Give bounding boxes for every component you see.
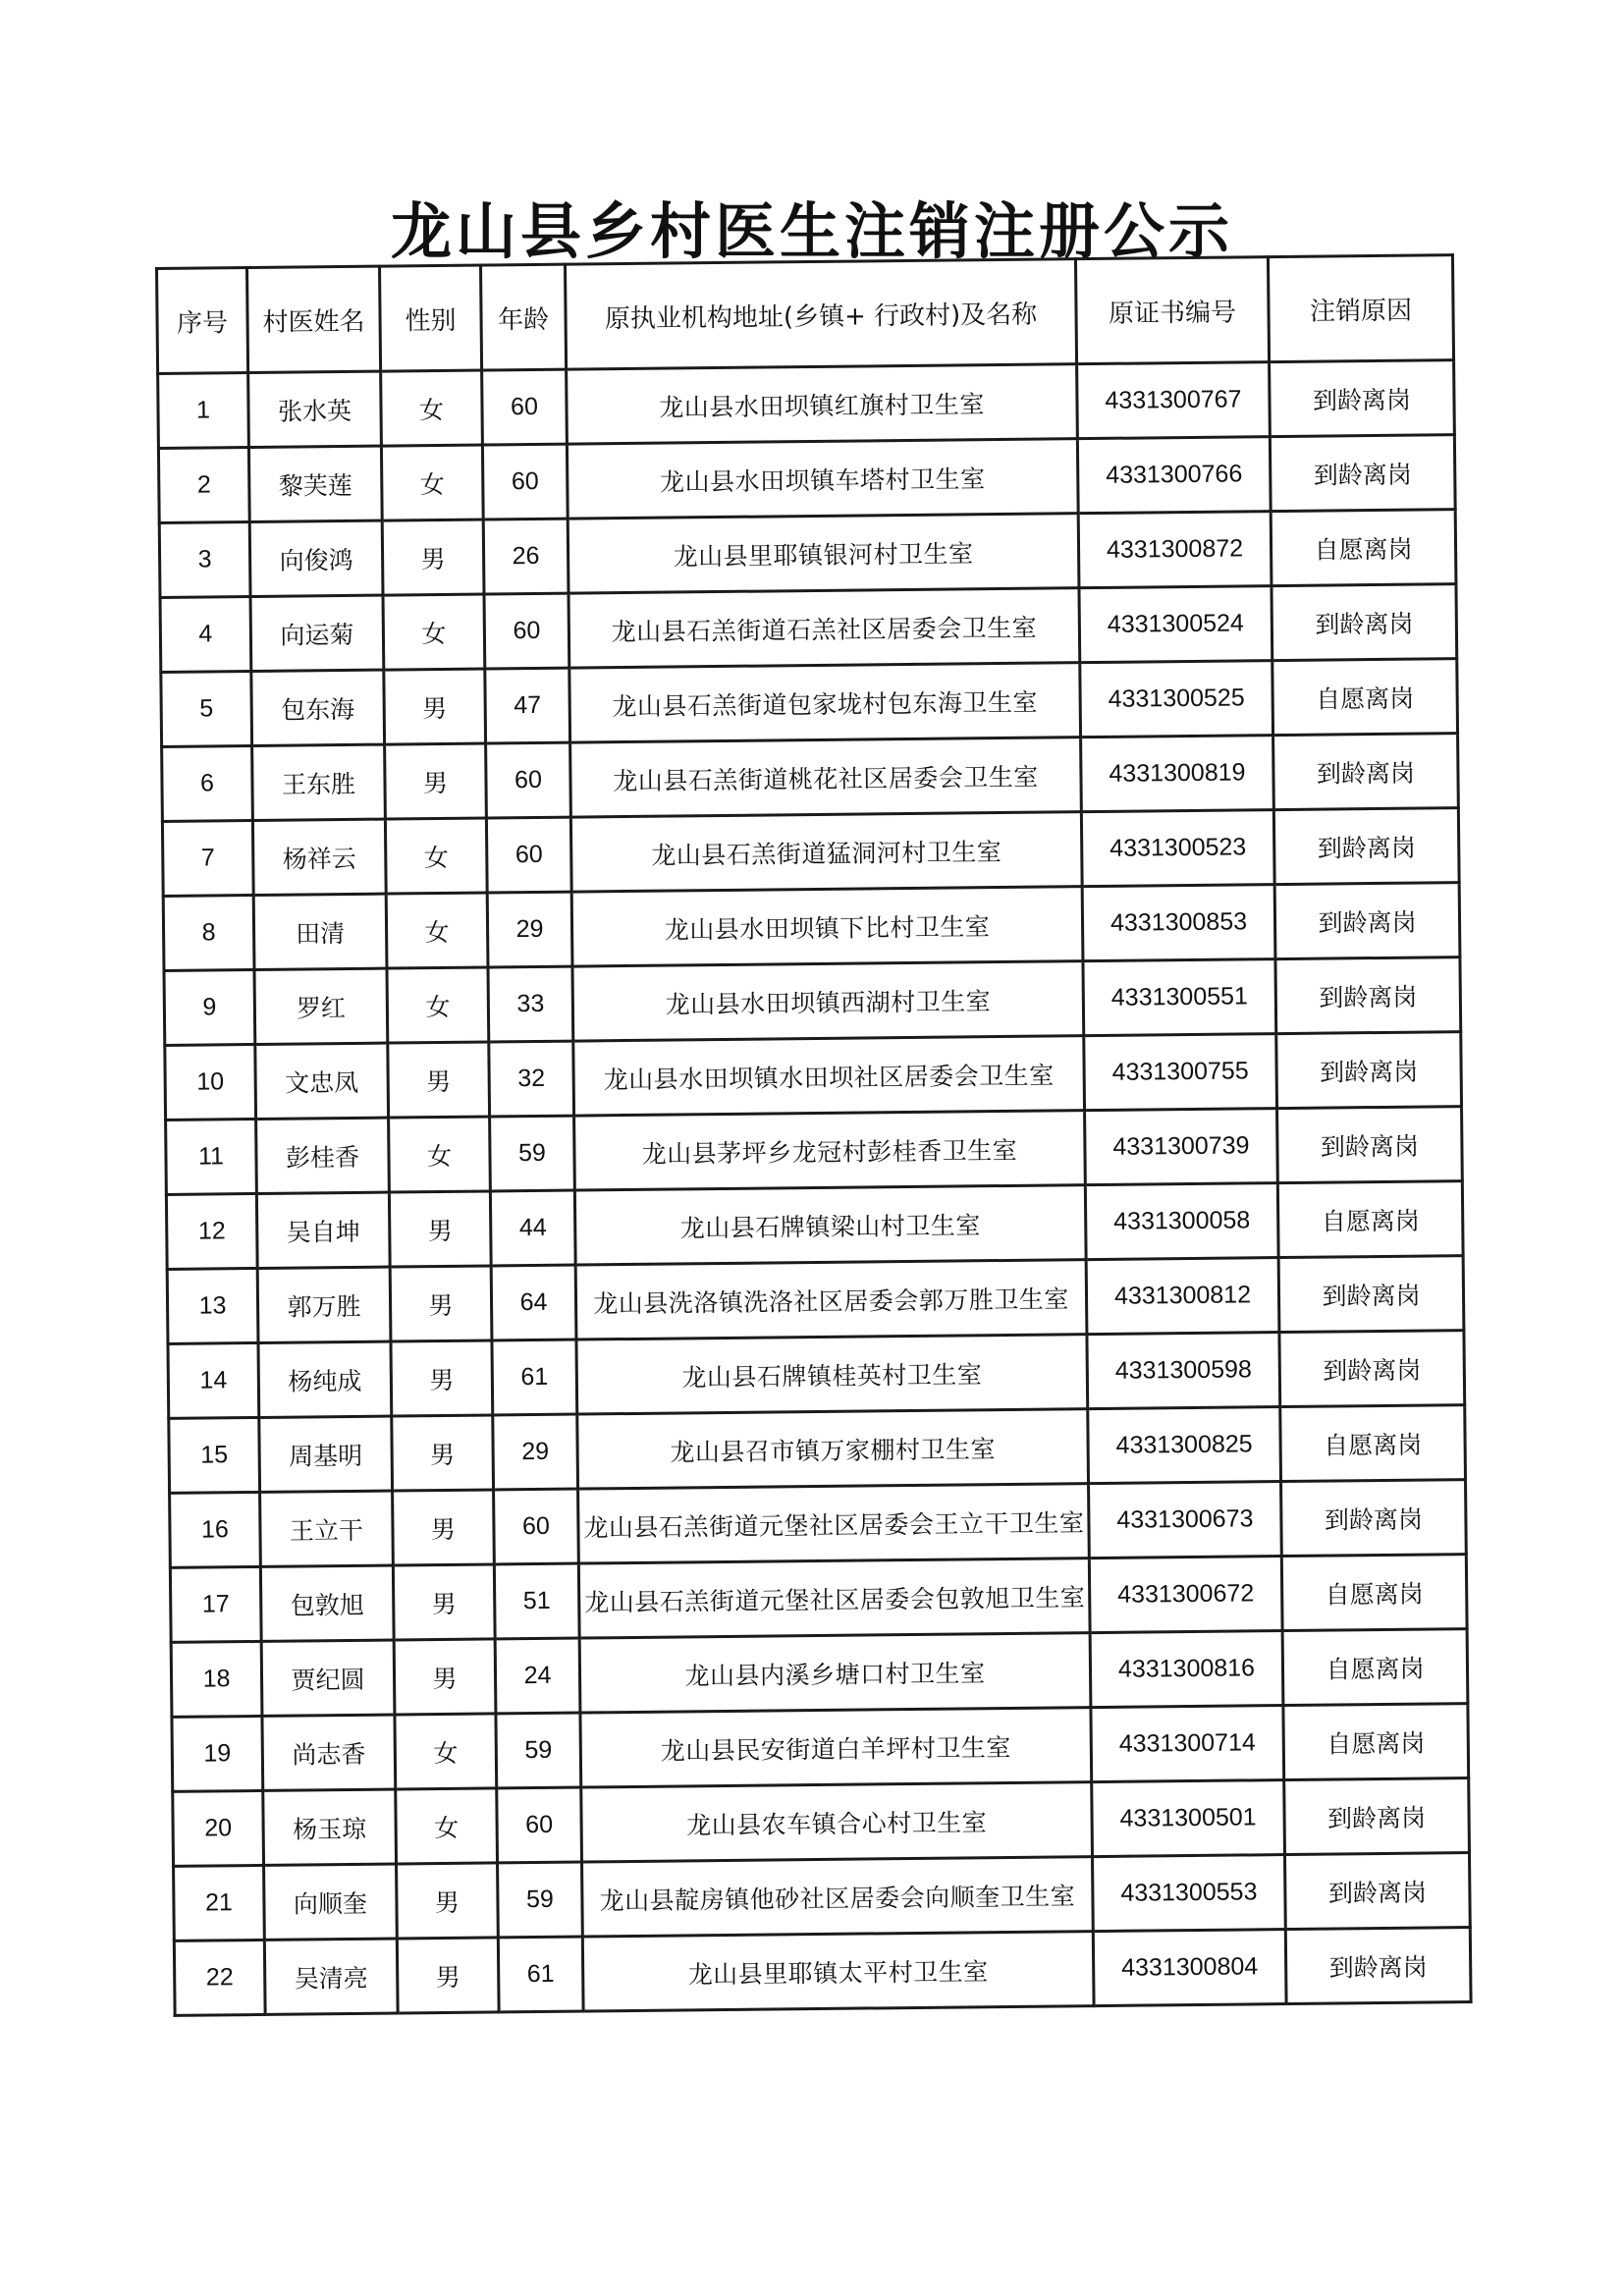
cell-certificate-number: 4331300524 xyxy=(1079,586,1272,663)
cell-institution-address: 龙山县里耶镇银河村卫生室 xyxy=(568,514,1079,593)
cell-age: 60 xyxy=(484,593,569,669)
cell-institution-address: 龙山县石羔街道元堡社区居委会王立干卫生室 xyxy=(578,1484,1090,1563)
cell-institution-address: 龙山县水田坝镇西湖村卫生室 xyxy=(572,961,1084,1041)
cell-doctor-name: 贾纪圆 xyxy=(261,1640,395,1716)
cell-institution-address: 龙山县民安街道白羊坪村卫生室 xyxy=(580,1708,1092,1787)
cell-age: 60 xyxy=(497,1787,582,1863)
cell-certificate-number: 4331300812 xyxy=(1086,1258,1279,1335)
cell-certificate-number: 4331300804 xyxy=(1093,1930,1286,2006)
table-row xyxy=(158,360,1455,449)
cell-gender: 男 xyxy=(389,1191,491,1267)
cell-gender: 男 xyxy=(385,743,487,819)
cell-no: 13 xyxy=(167,1268,258,1343)
cell-doctor-name: 文忠凤 xyxy=(255,1043,389,1119)
cell-gender: 女 xyxy=(396,1788,498,1864)
cell-doctor-name: 吴清亮 xyxy=(264,1939,398,2014)
cell-institution-address: 龙山县水田坝镇红旗村卫生室 xyxy=(567,364,1078,444)
cell-deregistration-reason: 到龄离岗 xyxy=(1277,1107,1463,1183)
cell-institution-address: 龙山县农车镇合心村卫生室 xyxy=(581,1782,1093,1862)
table-row xyxy=(160,584,1457,673)
cell-age: 33 xyxy=(488,966,573,1042)
cell-deregistration-reason: 到龄离岗 xyxy=(1281,1480,1467,1557)
cell-no: 12 xyxy=(166,1193,257,1269)
cell-doctor-name: 向顺奎 xyxy=(264,1864,398,1940)
cell-doctor-name: 杨纯成 xyxy=(258,1341,392,1417)
cell-age: 64 xyxy=(491,1265,576,1340)
cell-doctor-name: 王立干 xyxy=(260,1491,394,1566)
cell-no: 19 xyxy=(172,1716,263,1791)
cell-age: 60 xyxy=(482,369,568,445)
table-row xyxy=(169,1405,1466,1494)
cell-no: 16 xyxy=(170,1492,261,1567)
cell-deregistration-reason: 自愿离岗 xyxy=(1282,1629,1468,1706)
cell-certificate-number: 4331300819 xyxy=(1081,736,1274,812)
cell-deregistration-reason: 到龄离岗 xyxy=(1275,957,1461,1034)
cell-age: 60 xyxy=(486,742,571,818)
cell-age: 51 xyxy=(494,1563,579,1639)
cell-doctor-name: 吴自坤 xyxy=(256,1192,390,1268)
cell-doctor-name: 向俊鸿 xyxy=(249,520,383,596)
cell-certificate-number: 4331300523 xyxy=(1081,810,1274,887)
cell-institution-address: 龙山县水田坝镇水田坝社区居委会卫生室 xyxy=(573,1036,1085,1116)
table-header-row xyxy=(157,255,1454,374)
cell-no: 5 xyxy=(161,671,252,746)
cell-institution-address: 龙山县水田坝镇车塔村卫生室 xyxy=(567,439,1078,519)
cell-gender: 女 xyxy=(381,370,483,446)
cell-deregistration-reason: 到龄离岗 xyxy=(1274,883,1460,959)
cell-institution-address: 龙山县里耶镇太平村卫生室 xyxy=(582,1932,1094,2011)
cell-doctor-name: 周基明 xyxy=(259,1416,393,1492)
deregistration-table xyxy=(155,253,1473,2017)
cell-certificate-number: 4331300755 xyxy=(1084,1034,1277,1111)
table-row xyxy=(172,1704,1469,1792)
table-row xyxy=(165,1032,1462,1121)
table-row xyxy=(170,1480,1467,1568)
cell-age: 29 xyxy=(487,892,572,967)
cell-doctor-name: 尚志香 xyxy=(262,1715,396,1790)
cell-certificate-number: 4331300766 xyxy=(1077,437,1271,514)
cell-doctor-name: 包东海 xyxy=(251,670,385,745)
cell-institution-address: 龙山县茅坪乡龙冠村彭桂香卫生室 xyxy=(574,1111,1086,1190)
cell-age: 61 xyxy=(492,1339,577,1415)
cell-institution-address: 龙山县石羔街道包家垅村包东海卫生室 xyxy=(569,663,1081,742)
cell-gender: 女 xyxy=(395,1714,497,1789)
cell-age: 60 xyxy=(482,444,568,519)
cell-institution-address: 龙山县内溪乡塘口村卫生室 xyxy=(579,1633,1091,1713)
cell-gender: 男 xyxy=(394,1639,496,1715)
table-body xyxy=(158,360,1471,2016)
cell-no: 11 xyxy=(166,1119,257,1194)
cell-gender: 男 xyxy=(390,1266,492,1341)
header-reason: 注销原因 xyxy=(1268,255,1453,362)
cell-deregistration-reason: 到龄离岗 xyxy=(1279,1331,1465,1407)
cell-certificate-number: 4331300739 xyxy=(1085,1109,1278,1185)
cell-certificate-number: 4331300816 xyxy=(1090,1631,1283,1708)
cell-doctor-name: 包敦旭 xyxy=(260,1565,394,1641)
cell-institution-address: 龙山县石羔街道石羔社区居委会卫生室 xyxy=(568,588,1080,668)
cell-certificate-number: 4331300598 xyxy=(1087,1333,1280,1409)
cell-institution-address: 龙山县靛房镇他砂社区居委会向顺奎卫生室 xyxy=(582,1857,1094,1937)
cell-certificate-number: 4331300551 xyxy=(1083,959,1276,1036)
cell-no: 8 xyxy=(163,895,254,970)
cell-no: 6 xyxy=(162,745,253,821)
cell-deregistration-reason: 到龄离岗 xyxy=(1270,435,1455,512)
cell-deregistration-reason: 到龄离岗 xyxy=(1284,1853,1470,1930)
cell-institution-address: 龙山县召市镇万家棚村卫生室 xyxy=(577,1409,1089,1489)
cell-gender: 女 xyxy=(387,967,489,1043)
cell-age: 61 xyxy=(498,1937,583,2012)
cell-no: 14 xyxy=(168,1342,259,1418)
table-row xyxy=(163,883,1460,971)
cell-deregistration-reason: 自愿离岗 xyxy=(1281,1555,1467,1631)
cell-deregistration-reason: 自愿离岗 xyxy=(1272,659,1458,736)
table-row xyxy=(170,1555,1467,1643)
header-cert: 原证书编号 xyxy=(1075,257,1269,364)
cell-age: 29 xyxy=(493,1414,578,1490)
cell-gender: 男 xyxy=(388,1042,490,1118)
table-row xyxy=(167,1256,1464,1344)
table-row xyxy=(164,957,1461,1046)
cell-gender: 女 xyxy=(385,818,487,894)
table-row xyxy=(162,734,1459,822)
table-row xyxy=(166,1107,1463,1195)
header-gender: 性别 xyxy=(380,265,482,371)
cell-gender: 男 xyxy=(384,669,486,744)
cell-no: 20 xyxy=(173,1790,264,1866)
cell-doctor-name: 向运菊 xyxy=(250,595,384,671)
cell-certificate-number: 4331300825 xyxy=(1088,1407,1281,1484)
table-row xyxy=(161,659,1458,747)
cell-no: 3 xyxy=(159,522,250,598)
cell-certificate-number: 4331300872 xyxy=(1078,512,1272,588)
cell-doctor-name: 杨玉琼 xyxy=(263,1789,397,1865)
cell-age: 59 xyxy=(490,1116,575,1191)
table-row xyxy=(159,510,1456,598)
cell-no: 9 xyxy=(164,969,255,1045)
cell-certificate-number: 4331300525 xyxy=(1080,661,1273,738)
cell-deregistration-reason: 到龄离岗 xyxy=(1273,734,1459,810)
cell-institution-address: 龙山县石牌镇桂英村卫生室 xyxy=(576,1335,1088,1414)
cell-no: 18 xyxy=(171,1641,262,1717)
cell-deregistration-reason: 自愿离岗 xyxy=(1283,1704,1469,1780)
cell-gender: 女 xyxy=(386,893,488,968)
cell-gender: 男 xyxy=(397,1938,499,2013)
cell-age: 59 xyxy=(498,1862,583,1938)
cell-certificate-number: 4331300853 xyxy=(1082,885,1275,961)
page-title: 龙山县乡村医生注销注册公示 xyxy=(390,195,1233,267)
cell-certificate-number: 4331300058 xyxy=(1085,1183,1278,1260)
table-row xyxy=(174,1853,1471,1941)
cell-gender: 女 xyxy=(381,445,483,520)
cell-no: 7 xyxy=(162,820,253,896)
cell-certificate-number: 4331300553 xyxy=(1093,1855,1286,1932)
cell-doctor-name: 郭万胜 xyxy=(257,1267,391,1342)
header-address: 原执业机构地址(乡镇+ 行政村)及名称 xyxy=(565,259,1076,369)
cell-no: 21 xyxy=(174,1865,265,1941)
cell-gender: 男 xyxy=(382,519,484,595)
cell-institution-address: 龙山县石牌镇梁山村卫生室 xyxy=(574,1185,1086,1265)
cell-institution-address: 龙山县石羔街道猛洞河村卫生室 xyxy=(570,812,1082,892)
cell-deregistration-reason: 自愿离岗 xyxy=(1277,1181,1463,1258)
cell-deregistration-reason: 到龄离岗 xyxy=(1284,1778,1470,1855)
cell-certificate-number: 4331300714 xyxy=(1091,1706,1284,1782)
cell-deregistration-reason: 到龄离岗 xyxy=(1270,360,1455,437)
cell-doctor-name: 田清 xyxy=(253,894,387,969)
cell-gender: 男 xyxy=(392,1415,494,1491)
cell-doctor-name: 杨祥云 xyxy=(252,819,386,895)
cell-gender: 男 xyxy=(391,1340,493,1416)
cell-doctor-name: 罗红 xyxy=(254,968,388,1044)
cell-age: 24 xyxy=(495,1638,580,1714)
cell-age: 60 xyxy=(486,817,571,893)
cell-gender: 男 xyxy=(393,1490,495,1565)
cell-age: 47 xyxy=(485,668,570,743)
table-row xyxy=(162,808,1459,897)
cell-deregistration-reason: 到龄离岗 xyxy=(1278,1256,1464,1333)
cell-age: 26 xyxy=(483,519,568,594)
table-row xyxy=(166,1181,1463,1270)
cell-age: 32 xyxy=(489,1041,574,1117)
header-age: 年龄 xyxy=(480,264,566,370)
cell-no: 4 xyxy=(160,597,251,673)
cell-doctor-name: 张水英 xyxy=(248,371,382,447)
cell-certificate-number: 4331300672 xyxy=(1089,1557,1282,1633)
cell-deregistration-reason: 到龄离岗 xyxy=(1272,584,1457,661)
cell-doctor-name: 黎芙莲 xyxy=(248,446,382,521)
cell-no: 2 xyxy=(158,448,249,523)
table-row xyxy=(174,1928,1471,2016)
table-row xyxy=(158,435,1455,523)
cell-institution-address: 龙山县石羔街道元堡社区居委会包敦旭卫生室 xyxy=(578,1558,1090,1638)
cell-institution-address: 龙山县水田坝镇下比村卫生室 xyxy=(571,887,1083,966)
cell-gender: 男 xyxy=(397,1863,499,1939)
cell-doctor-name: 彭桂香 xyxy=(256,1118,390,1193)
cell-deregistration-reason: 到龄离岗 xyxy=(1273,808,1459,885)
cell-institution-address: 龙山县洗洛镇洗洛社区居委会郭万胜卫生室 xyxy=(575,1260,1087,1339)
cell-deregistration-reason: 自愿离岗 xyxy=(1280,1405,1466,1482)
cell-certificate-number: 4331300501 xyxy=(1092,1780,1285,1857)
cell-age: 59 xyxy=(496,1713,581,1788)
cell-institution-address: 龙山县石羔街道桃花社区居委会卫生室 xyxy=(570,738,1082,817)
cell-deregistration-reason: 到龄离岗 xyxy=(1276,1032,1462,1109)
cell-deregistration-reason: 到龄离岗 xyxy=(1285,1928,1471,2004)
cell-gender: 男 xyxy=(393,1564,495,1640)
cell-certificate-number: 4331300673 xyxy=(1089,1482,1282,1558)
cell-certificate-number: 4331300767 xyxy=(1077,362,1271,439)
cell-doctor-name: 王东胜 xyxy=(252,744,386,820)
cell-no: 10 xyxy=(165,1044,256,1120)
cell-gender: 女 xyxy=(389,1117,491,1192)
cell-no: 1 xyxy=(158,373,249,449)
cell-gender: 女 xyxy=(383,594,485,670)
header-name: 村医姓名 xyxy=(247,266,381,372)
cell-age: 44 xyxy=(490,1190,575,1266)
cell-age: 60 xyxy=(494,1489,579,1564)
cell-no: 17 xyxy=(170,1566,261,1642)
table-row xyxy=(168,1331,1465,1419)
header-no: 序号 xyxy=(157,268,248,374)
cell-deregistration-reason: 自愿离岗 xyxy=(1271,510,1456,586)
cell-no: 22 xyxy=(174,1940,265,2015)
table-row xyxy=(173,1778,1470,1867)
cell-no: 15 xyxy=(169,1417,260,1493)
table-row xyxy=(171,1629,1468,1718)
